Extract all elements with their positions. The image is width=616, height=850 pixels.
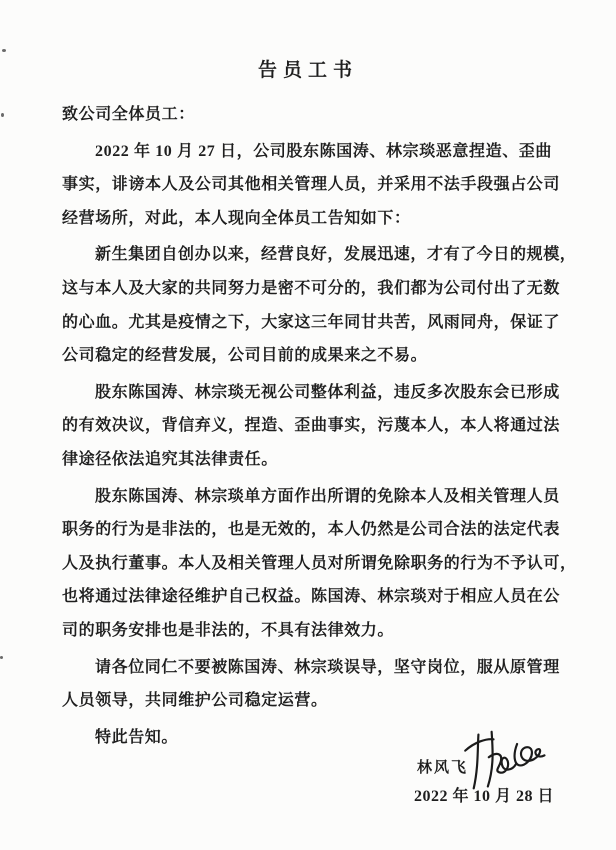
signature-date: 2022 年 10 月 28 日 [413, 788, 554, 806]
body-line: 公司稳定的经营发展，公司目前的成果来之不易。 [62, 347, 428, 365]
body-line: 股东陈国涛、林宗琰单方面作出所谓的免除本人及相关管理人员 [95, 487, 560, 505]
handwritten-signature-icon [454, 728, 550, 794]
body-line: 事实，诽谤本人及公司其他相关管理人员，并采用不法手段强占公司 [62, 176, 561, 194]
body-line: 人员领导，共同维护公司稳定运营。 [62, 692, 328, 710]
body-line: 律途径依法追究其法律责任。 [62, 450, 278, 468]
paragraph-4 [62, 480, 577, 648]
document-title: 告员工书 [257, 60, 358, 81]
paragraph-1 [62, 135, 561, 236]
body-line: 职务的行为是非法的，也是无效的，本人仍然是公司合法的法定代表 [62, 521, 561, 539]
signature-block [62, 754, 554, 784]
paragraph-3 [62, 376, 561, 477]
body-line: 股东陈国涛、林宗琰无视公司整体利益，违反多次股东会已形成 [95, 383, 560, 401]
body-line: 人及执行董事。本人及相关管理人员对所谓免除职务的行为不予认可， [62, 554, 577, 572]
body-line: 这与本人及大家的共同努力是密不可分的，我们都为公司付出了无数 [62, 279, 561, 297]
body-line: 的有效决议，背信弃义，捏造、歪曲事实，污蔑本人，本人将通过法 [62, 417, 561, 435]
body-line: 2022 年 10 月 27 日，公司股东陈国涛、林宗琰恶意捏造、歪曲 [95, 142, 553, 160]
closing-line: 特此告知。 [95, 728, 179, 746]
body-line: 请各位同仁不要被陈国涛、林宗琰误导，坚守岗位，服从原管理 [95, 658, 560, 676]
body-line: 也将通过法律途径维护自己权益。陈国涛、林宗琰对于相应人员在公 [62, 588, 561, 606]
body-line: 司的职务安排也是非法的，不具有法律效力。 [62, 621, 395, 639]
scan-speck [2, 49, 6, 52]
scan-speck [0, 656, 3, 659]
signatory-name: 林风飞 [416, 760, 468, 777]
scan-speck [1, 113, 4, 117]
paragraph-2 [62, 238, 577, 372]
body-line: 新生集团自创办以来，经营良好，发展迅速，才有了今日的规模， [95, 246, 577, 264]
body-line: 的心血。尤其是疫情之下，大家这三年同甘共苦，风雨同舟，保证了 [62, 313, 561, 331]
salutation: 致公司全体员工： [62, 106, 195, 123]
paragraph-5 [62, 651, 560, 718]
body-line: 经营场所，对此，本人现向全体员工告知如下： [62, 209, 411, 227]
